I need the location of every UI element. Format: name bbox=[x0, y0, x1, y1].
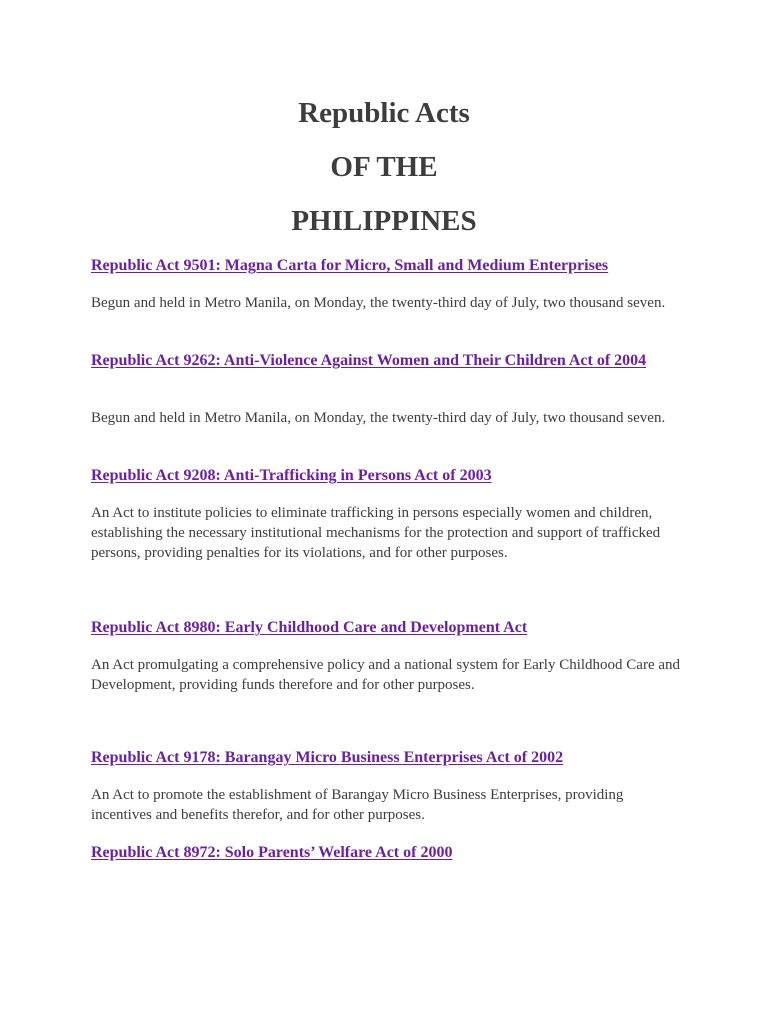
act-9501-link[interactable]: Republic Act 9501: Magna Carta for Micro, Small and Medium Enterprises bbox=[91, 257, 609, 274]
act-9178-link[interactable]: Republic Act 9178: Barangay Micro Business Enterprises Act of 2002 bbox=[91, 749, 564, 766]
act-9208-description: An Act to institute policies to eliminate trafficking in persons especially women and children, establishing the necessary institutional mechanisms for the protection and support of trafficked persons, providing penalties for its violations, and for other purposes. bbox=[91, 505, 661, 561]
page-title-line-2: OF THE bbox=[330, 151, 438, 183]
act-9262-link[interactable]: Republic Act 9262: Anti-Violence Against Women and Their Children Act of 2004 bbox=[91, 352, 647, 369]
act-9208-link[interactable]: Republic Act 9208: Anti-Trafficking in Persons Act of 2003 bbox=[91, 467, 492, 484]
act-8980-description: An Act promulgating a comprehensive policy and a national system for Early Childhood Care and Development, providing funds therefore and for other purposes. bbox=[91, 657, 681, 693]
act-9178-description: An Act to promote the establishment of Barangay Micro Business Enterprises, providing incentives and benefits therefor, and for other purposes. bbox=[91, 787, 624, 823]
page-title-line-1: Republic Acts bbox=[298, 97, 470, 129]
act-9262-description: Begun and held in Metro Manila, on Monday, the twenty-third day of July, two thousand seven. bbox=[91, 410, 666, 426]
page-title-line-3: PHILIPPINES bbox=[291, 205, 477, 237]
act-8972-link[interactable]: Republic Act 8972: Solo Parents’ Welfare Act of 2000 bbox=[91, 844, 453, 861]
act-9501-description: Begun and held in Metro Manila, on Monday, the twenty-third day of July, two thousand seven. bbox=[91, 295, 666, 311]
act-8980-link[interactable]: Republic Act 8980: Early Childhood Care and Development Act bbox=[91, 619, 528, 636]
